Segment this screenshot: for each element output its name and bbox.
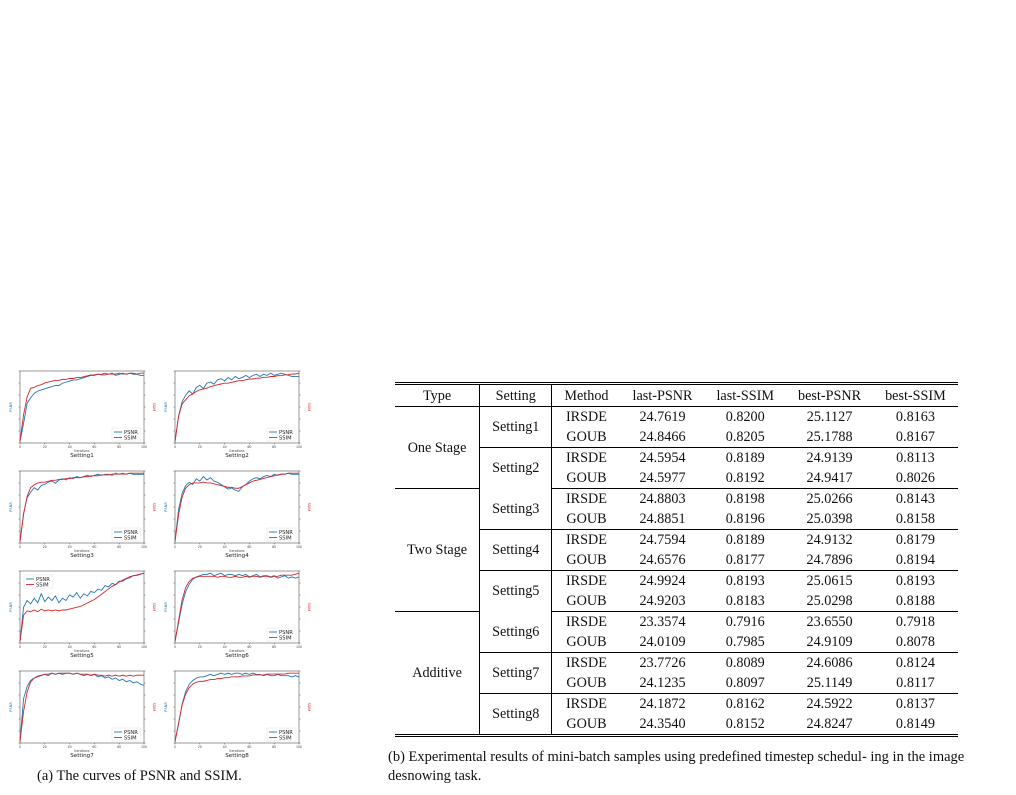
table-row [395, 571, 958, 592]
value-cell: 0.8183 [704, 591, 786, 612]
chart-setting2 [164, 371, 311, 459]
method-cell: IRSDE [565, 491, 607, 507]
x-axis-label: Iterations [229, 549, 245, 553]
x-tick-label: 100 [140, 445, 148, 449]
caption-a: (a) The curves of PSNR and SSIM. [37, 768, 242, 784]
psnr-ssim-curves-grid [8, 365, 318, 765]
value-cell: 24.6576 [621, 550, 705, 571]
setting-cell: Setting1 [480, 407, 552, 448]
x-tick-label: 0 [173, 745, 177, 749]
chart-subtitle: Setting2 [225, 453, 249, 459]
y2-axis-label: SSIM [307, 402, 311, 412]
value-cell: 0.8149 [895, 716, 935, 732]
column-header-best-psnr: best-PSNR [786, 384, 873, 407]
y2-axis-label: SSIM [152, 702, 156, 712]
value-cell: 0.7918 [895, 614, 935, 630]
column-header-last-psnr: last-PSNR [621, 384, 705, 407]
y2-axis-label: SSIM [307, 502, 311, 512]
legend-label: SSIM [279, 435, 292, 442]
y-axis-label: PSNR [164, 602, 168, 612]
x-tick-label: 0 [18, 645, 22, 649]
y2-axis-label: SSIM [152, 502, 156, 512]
x-axis-label: Iterations [74, 549, 90, 553]
x-axis-label: Iterations [229, 749, 245, 753]
x-tick-label: 0 [18, 445, 22, 449]
legend-label: SSIM [124, 535, 137, 542]
legend-label: PSNR [124, 429, 138, 436]
table-row [395, 653, 958, 674]
table-row [395, 489, 958, 510]
type-cell: One Stage [395, 407, 480, 489]
chart-setting3 [9, 471, 156, 559]
value-cell: 0.8124 [895, 655, 935, 671]
y-axis-label: PSNR [164, 502, 168, 512]
x-axis-label: Iterations [74, 649, 90, 653]
value-cell: 0.8162 [725, 696, 765, 712]
method-cell: GOUB [552, 509, 621, 530]
setting-cell: Setting7 [480, 653, 552, 694]
value-cell: 0.8137 [895, 696, 935, 712]
value-cell: 25.0615 [806, 573, 853, 589]
method-cell: IRSDE [565, 614, 607, 630]
legend-label: PSNR [279, 629, 293, 636]
method-cell: IRSDE [565, 409, 607, 425]
value-cell: 24.9417 [786, 468, 873, 489]
legend-label: SSIM [124, 735, 137, 742]
chart-setting7 [9, 671, 156, 759]
value-cell: 0.8089 [725, 655, 765, 671]
value-cell: 24.3540 [639, 716, 686, 732]
type-cell: Additive [395, 612, 480, 736]
setting-cell: Setting5 [480, 571, 552, 612]
table-body [395, 407, 958, 736]
value-cell: 0.8097 [704, 673, 786, 694]
value-cell: 24.7594 [639, 532, 686, 548]
value-cell: 24.1235 [621, 673, 705, 694]
column-header-method: Method [552, 384, 621, 407]
value-cell: 0.8200 [725, 409, 765, 425]
x-tick-label: 40 [67, 445, 72, 449]
value-cell: 0.8193 [725, 573, 765, 589]
y-axis-label: PSNR [9, 702, 13, 712]
table-row [395, 530, 958, 551]
value-cell: 0.8189 [725, 532, 765, 548]
value-cell: 0.8179 [895, 532, 935, 548]
value-cell: 24.8466 [621, 427, 705, 448]
method-cell: IRSDE [565, 450, 607, 466]
x-tick-label: 20 [42, 445, 47, 449]
y2-axis-label: SSIM [152, 402, 156, 412]
value-cell: 24.9139 [806, 450, 853, 466]
results-table [395, 382, 958, 737]
y2-axis-label: SSIM [307, 702, 311, 712]
x-tick-label: 80 [117, 545, 122, 549]
column-header-last-ssim: last-SSIM [704, 384, 786, 407]
x-tick-label: 60 [247, 445, 252, 449]
value-cell: 24.5954 [639, 450, 686, 466]
x-tick-label: 0 [18, 545, 22, 549]
x-tick-label: 0 [18, 745, 22, 749]
legend-label: PSNR [124, 729, 138, 736]
x-tick-label: 80 [272, 645, 277, 649]
x-axis-label: Iterations [74, 449, 90, 453]
chart-setting4 [164, 471, 311, 559]
chart-subtitle: Setting1 [70, 453, 94, 459]
value-cell: 24.8247 [806, 716, 853, 732]
x-tick-label: 40 [222, 545, 227, 549]
x-tick-label: 40 [67, 745, 72, 749]
value-cell: 0.8198 [725, 491, 765, 507]
value-cell: 0.8143 [895, 491, 935, 507]
x-tick-label: 0 [173, 645, 177, 649]
value-cell: 25.0266 [806, 491, 853, 507]
value-cell: 25.1127 [806, 409, 853, 425]
value-cell: 24.8803 [639, 491, 686, 507]
value-cell: 24.9924 [639, 573, 686, 589]
value-cell: 0.8167 [873, 427, 958, 448]
caption-b: (b) Experimental results of mini-batch samples using predefined timestep schedul- ing in the image desnowing task. [388, 749, 965, 784]
x-tick-label: 0 [173, 545, 177, 549]
legend-label: PSNR [36, 576, 50, 583]
value-cell: 0.7916 [725, 614, 765, 630]
column-header-setting: Setting [480, 384, 552, 407]
setting-cell: Setting6 [480, 612, 552, 653]
method-cell: GOUB [552, 591, 621, 612]
value-cell: 24.9132 [806, 532, 853, 548]
x-tick-label: 40 [222, 645, 227, 649]
value-cell: 23.6550 [806, 614, 853, 630]
x-tick-label: 100 [140, 545, 148, 549]
x-tick-label: 80 [117, 445, 122, 449]
method-cell: IRSDE [565, 532, 607, 548]
y2-axis-label: SSIM [152, 602, 156, 612]
method-cell: GOUB [552, 427, 621, 448]
value-cell: 0.8194 [873, 550, 958, 571]
chart-setting1 [9, 371, 156, 459]
method-cell: IRSDE [565, 696, 607, 712]
method-cell: GOUB [566, 716, 607, 732]
x-tick-label: 100 [295, 745, 303, 749]
value-cell: 24.7896 [786, 550, 873, 571]
value-cell: 0.8188 [873, 591, 958, 612]
method-cell: GOUB [552, 632, 621, 653]
value-cell: 24.6086 [806, 655, 853, 671]
value-cell: 0.8196 [704, 509, 786, 530]
value-cell: 0.8152 [725, 716, 765, 732]
value-cell: 0.8078 [873, 632, 958, 653]
x-tick-label: 60 [247, 545, 252, 549]
value-cell: 23.3574 [639, 614, 686, 630]
value-cell: 23.7726 [639, 655, 686, 671]
method-cell: GOUB [552, 468, 621, 489]
method-cell: IRSDE [565, 655, 607, 671]
x-tick-label: 20 [197, 645, 202, 649]
chart-setting6 [164, 571, 311, 659]
table-header-row [395, 384, 958, 407]
y-axis-label: PSNR [9, 602, 13, 612]
value-cell: 25.0398 [786, 509, 873, 530]
x-tick-label: 80 [117, 645, 122, 649]
x-tick-label: 60 [92, 445, 97, 449]
value-cell: 24.7619 [639, 409, 686, 425]
value-cell: 0.8026 [873, 468, 958, 489]
value-cell: 25.0298 [786, 591, 873, 612]
x-tick-label: 80 [272, 445, 277, 449]
setting-cell: Setting2 [480, 448, 552, 489]
legend-label: SSIM [279, 635, 292, 642]
value-cell: 24.8851 [621, 509, 705, 530]
x-tick-label: 80 [272, 745, 277, 749]
chart-subtitle: Setting8 [225, 753, 249, 759]
value-cell: 24.5977 [621, 468, 705, 489]
x-tick-label: 100 [295, 645, 303, 649]
value-cell: 0.8192 [704, 468, 786, 489]
legend-label: SSIM [279, 535, 292, 542]
legend-label: SSIM [279, 735, 292, 742]
x-tick-label: 40 [222, 445, 227, 449]
value-cell: 0.7985 [704, 632, 786, 653]
chart-setting8 [164, 671, 311, 759]
x-tick-label: 60 [247, 645, 252, 649]
chart-subtitle: Setting5 [70, 653, 94, 659]
x-tick-label: 60 [247, 745, 252, 749]
value-cell: 0.8205 [704, 427, 786, 448]
table-row [395, 612, 958, 633]
value-cell: 25.1788 [786, 427, 873, 448]
x-tick-label: 60 [92, 545, 97, 549]
setting-cell: Setting8 [480, 694, 552, 736]
legend-label: PSNR [279, 529, 293, 536]
x-tick-label: 60 [92, 745, 97, 749]
y-axis-label: PSNR [9, 402, 13, 412]
y-axis-label: PSNR [164, 702, 168, 712]
method-cell: GOUB [552, 673, 621, 694]
chart-setting5 [9, 571, 156, 659]
column-header-type: Type [395, 384, 480, 407]
value-cell: 0.8158 [873, 509, 958, 530]
value-cell: 0.8163 [895, 409, 935, 425]
chart-subtitle: Setting7 [70, 753, 94, 759]
value-cell: 24.9109 [786, 632, 873, 653]
y-axis-label: PSNR [9, 502, 13, 512]
value-cell: 24.9203 [621, 591, 705, 612]
setting-cell: Setting4 [480, 530, 552, 571]
legend-label: PSNR [279, 729, 293, 736]
x-tick-label: 40 [67, 545, 72, 549]
legend-label: SSIM [124, 435, 137, 442]
value-cell: 0.8193 [895, 573, 935, 589]
value-cell: 24.0109 [621, 632, 705, 653]
x-tick-label: 40 [222, 745, 227, 749]
x-axis-label: Iterations [229, 649, 245, 653]
column-header-best-ssim: best-SSIM [873, 384, 958, 407]
x-tick-label: 80 [117, 745, 122, 749]
legend-label: SSIM [36, 582, 49, 589]
x-tick-label: 100 [140, 745, 148, 749]
x-tick-label: 20 [197, 745, 202, 749]
type-cell: Two Stage [395, 489, 480, 612]
x-tick-label: 20 [42, 545, 47, 549]
x-tick-label: 100 [295, 545, 303, 549]
table-row [395, 694, 958, 715]
x-tick-label: 20 [197, 445, 202, 449]
y2-axis-label: SSIM [307, 602, 311, 612]
value-cell: 0.8177 [704, 550, 786, 571]
value-cell: 24.5922 [806, 696, 853, 712]
x-tick-label: 100 [295, 445, 303, 449]
x-axis-label: Iterations [74, 749, 90, 753]
chart-subtitle: Setting6 [225, 653, 249, 659]
y-axis-label: PSNR [164, 402, 168, 412]
legend-label: PSNR [279, 429, 293, 436]
value-cell: 0.8113 [896, 450, 935, 466]
chart-subtitle: Setting3 [70, 553, 94, 559]
value-cell: 25.1149 [786, 673, 873, 694]
x-axis-label: Iterations [229, 449, 245, 453]
chart-subtitle: Setting4 [225, 553, 249, 559]
value-cell: 0.8117 [873, 673, 958, 694]
x-tick-label: 60 [92, 645, 97, 649]
table-row [395, 407, 958, 428]
setting-cell: Setting3 [480, 489, 552, 530]
legend-label: PSNR [124, 529, 138, 536]
x-tick-label: 20 [42, 645, 47, 649]
method-cell: IRSDE [565, 573, 607, 589]
x-tick-label: 40 [67, 645, 72, 649]
method-cell: GOUB [552, 550, 621, 571]
value-cell: 0.8189 [725, 450, 765, 466]
x-tick-label: 20 [42, 745, 47, 749]
x-tick-label: 0 [173, 445, 177, 449]
x-tick-label: 80 [272, 545, 277, 549]
table-row [395, 448, 958, 469]
value-cell: 24.1872 [639, 696, 686, 712]
x-tick-label: 20 [197, 545, 202, 549]
x-tick-label: 100 [140, 645, 148, 649]
